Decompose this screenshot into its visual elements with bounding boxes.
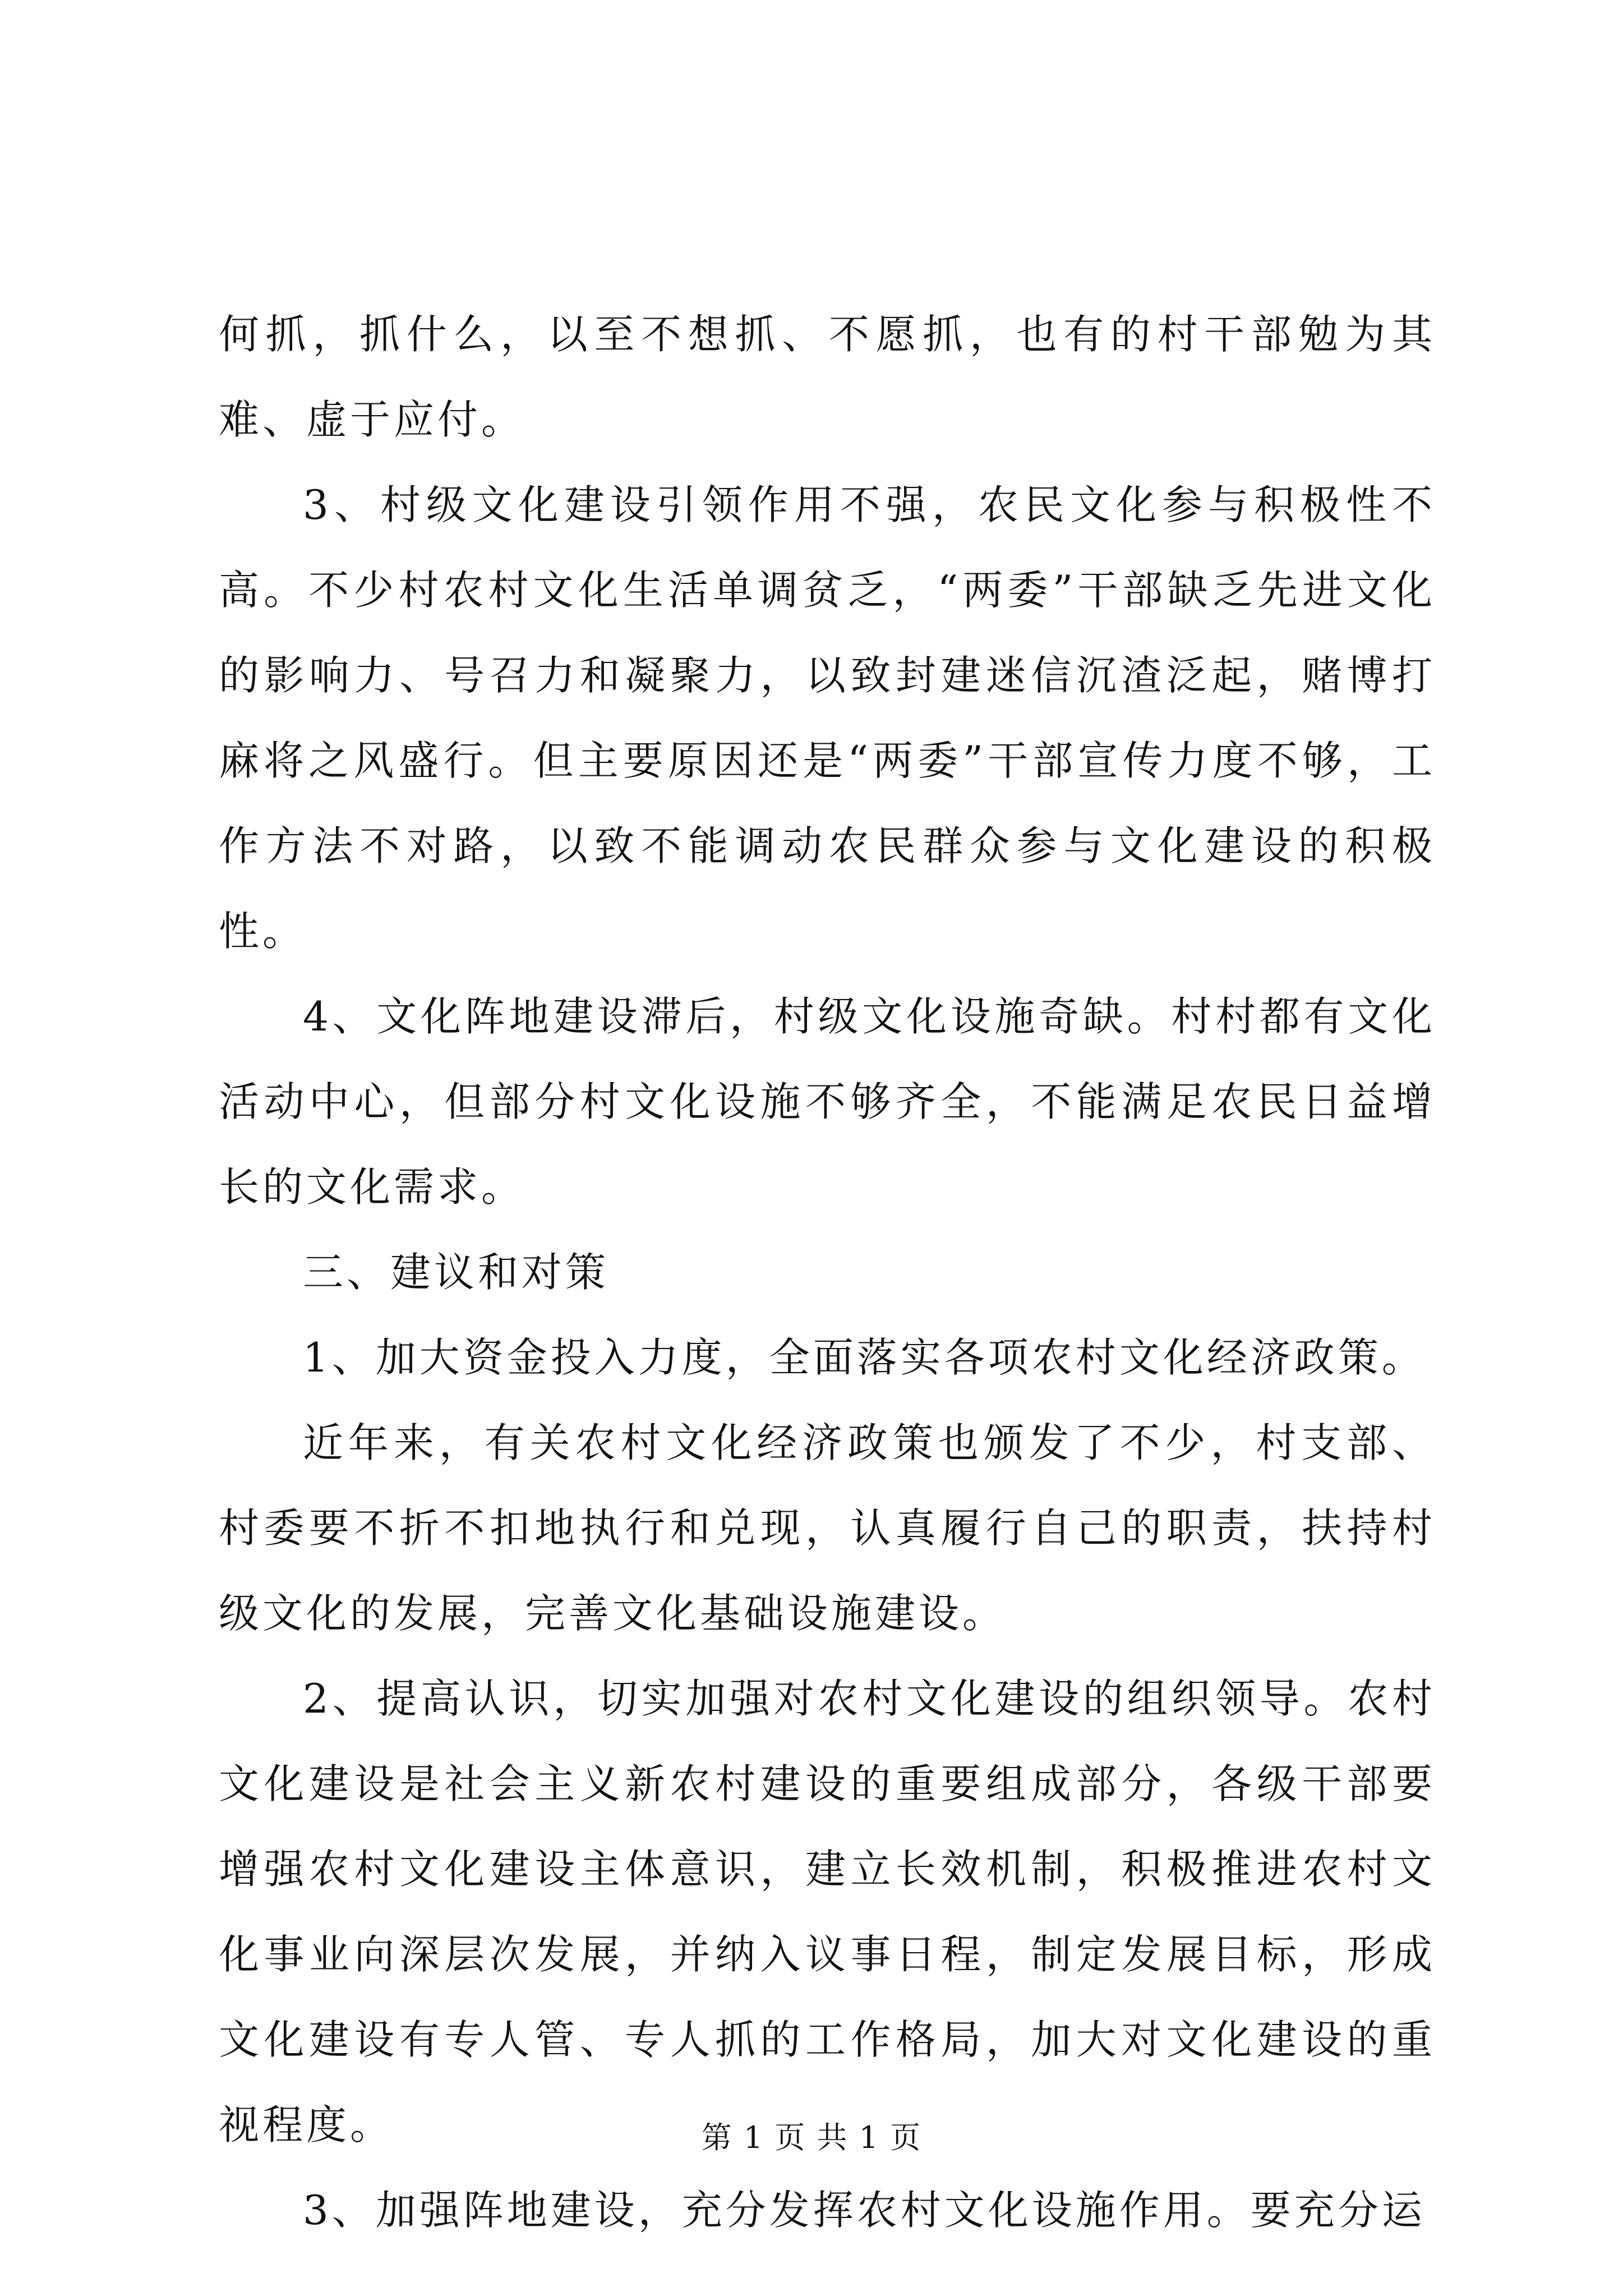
- paragraph-4: 1、加大资金投入力度，全面落实各项农村文化经济政策。: [303, 1334, 1426, 1381]
- paragraph-3: 4、文化阵地建设滞后，村级文化设施奇缺。村村都有文化活动中心，但部分村文化设施不够齐全，不能满足农民日益增长的文化需求。: [219, 993, 1436, 1211]
- paragraph-5: 近年来，有关农村文化经济政策也颁发了不少，村支部、村委要不折不扣地执行和兑现，认真履行自己的职责，扶持村级文化的发展，完善文化基础设施建设。: [219, 1419, 1436, 1637]
- section-heading: 三、建议和对策: [303, 1249, 610, 1296]
- paragraph-7: 3、加强阵地建设，充分发挥农村文化设施作用。要充分运: [303, 2187, 1426, 2234]
- paragraph-2: 3、村级文化建设引领作用不强，农民文化参与积极性不高。不少村农村文化生活单调贫乏，“两委”干部缺乏先进文化的影响力、号召力和凝聚力，以致封建迷信沉渣泛起，赌博打麻将之风盛行。但主要原因还是“两委”干部宣传力度不够，工作方法不对路，以致不能调动农民群众参与文化建设的积极性。: [219, 481, 1436, 955]
- page-footer: 第 1 页 共 1 页: [701, 2120, 922, 2155]
- paragraph-6: 2、提高认识，切实加强对农村文化建设的组织领导。农村文化建设是社会主义新农村建设的重要组成部分，各级干部要增强农村文化建设主体意识，建立长效机制，积极推进农村文化事业向深层次发展，并纳入议事日程，制定发展目标，形成文化建设有专人管、专人抓的工作格局，加大对文化建设的重视程度。: [219, 1675, 1436, 2148]
- paragraph-1: 何抓，抓什么，以至不想抓、不愿抓，也有的村干部勉为其难、虚于应付。: [219, 311, 1436, 443]
- document-body: [219, 292, 1436, 2253]
